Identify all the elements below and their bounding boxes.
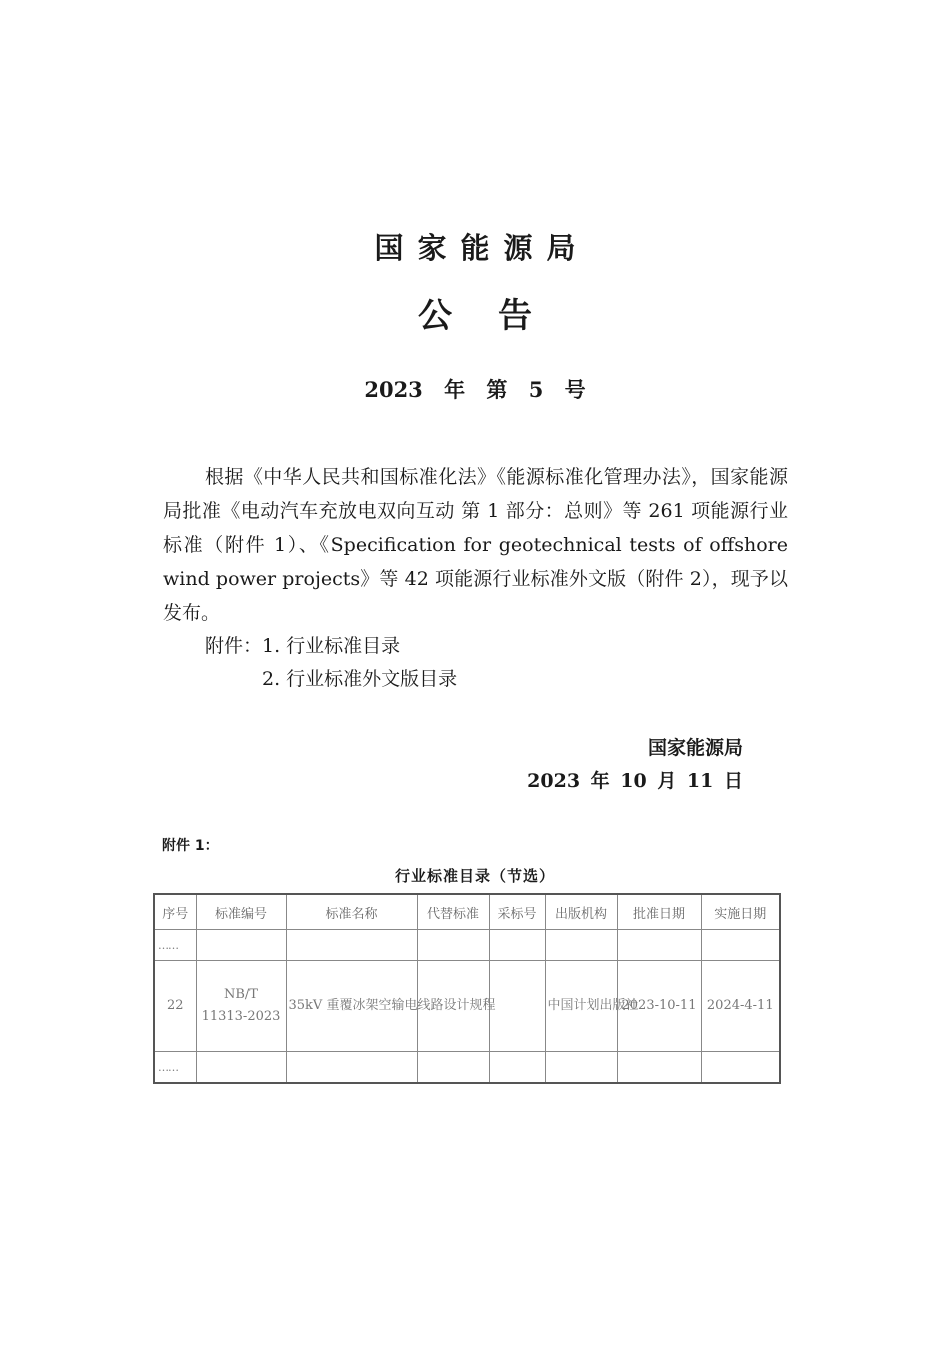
cell-publisher: 中国计划出版社 xyxy=(545,961,617,1052)
standards-table xyxy=(153,893,781,1084)
signature-date: 2023 年 10 月 11 日 xyxy=(527,770,743,792)
document-number: 2023 年 第 5 号 xyxy=(364,377,586,402)
announcement-body xyxy=(163,460,788,630)
col-header-publisher: 出版机构 xyxy=(545,894,617,930)
table-row xyxy=(154,961,780,1052)
ellipsis-cell: …… xyxy=(154,930,196,961)
cell-approved: 2023-10-11 xyxy=(617,961,701,1052)
col-header-code: 标准编号 xyxy=(196,894,286,930)
ellipsis-cell: …… xyxy=(154,1052,196,1084)
col-header-approved: 批准日期 xyxy=(617,894,701,930)
table-title: 行业标准目录（节选） xyxy=(394,867,555,885)
cell-effective: 2024-4-11 xyxy=(701,961,780,1052)
col-header-adopted: 采标号 xyxy=(489,894,545,930)
table-header-row xyxy=(154,894,780,930)
col-header-no: 序号 xyxy=(154,894,196,930)
annex-label: 附件 1： xyxy=(162,838,219,854)
cell-name: 35kV 重覆冰架空输电线路设计规程 xyxy=(286,961,417,1052)
issuing-organization: 国家能源局 xyxy=(374,231,590,265)
col-header-replaces: 代替标准 xyxy=(417,894,489,930)
attachment-item-2: 2. 行业标准外文版目录 xyxy=(262,668,458,690)
cell-adopted xyxy=(489,961,545,1052)
table-row-ellipsis xyxy=(154,1052,780,1084)
col-header-name: 标准名称 xyxy=(286,894,417,930)
document-type: 公告 xyxy=(418,296,578,336)
cell-code-line2: 11313-2023 xyxy=(201,1009,281,1024)
signature-organization: 国家能源局 xyxy=(647,737,743,759)
col-header-effective: 实施日期 xyxy=(701,894,780,930)
cell-code xyxy=(196,961,286,1052)
attachment-item-1: 附件：1. 行业标准目录 xyxy=(205,635,401,657)
cell-no: 22 xyxy=(154,961,196,1052)
announcement-paragraph: 根据《中华人民共和国标准化法》《能源标准化管理办法》，国家能源局批准《电动汽车充放电双向互动 第 1 部分：总则》等 261 项能源行业标准（附件 1）、《Specification for geotechnical tests of offshore wind power projects》等 42 项能源行业标准外文版（附件 2），现予以发布。 xyxy=(163,466,788,624)
table-row-ellipsis xyxy=(154,930,780,961)
cell-code-line1: NB/T xyxy=(224,987,258,1002)
